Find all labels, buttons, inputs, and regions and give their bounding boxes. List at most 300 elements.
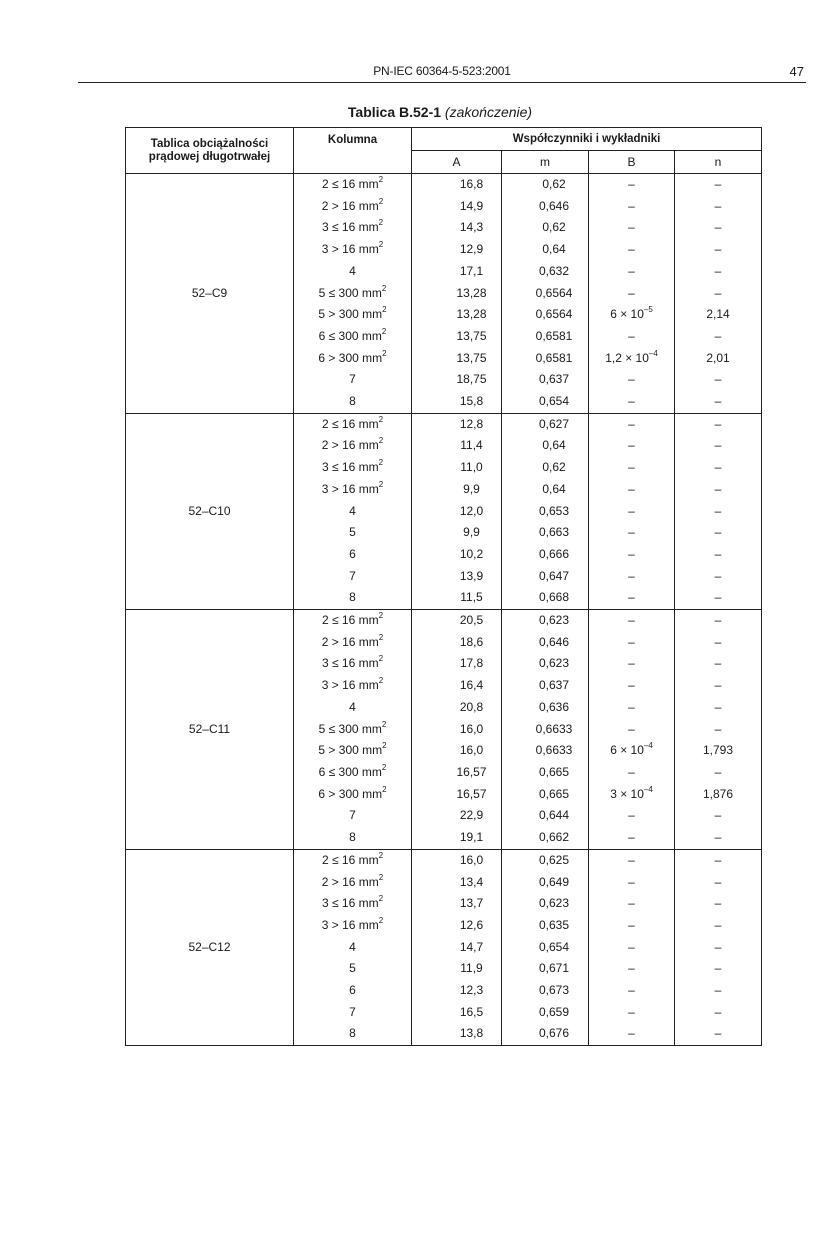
coef-b-cell bbox=[589, 566, 675, 588]
coef-a-value: 16,5 bbox=[459, 1004, 484, 1019]
kolumna-cell bbox=[294, 915, 412, 937]
kolumna-superscript: 2 bbox=[381, 326, 387, 336]
coef-a-cell bbox=[412, 937, 502, 959]
kolumna-cell bbox=[294, 283, 412, 305]
coef-a-value: 18,75 bbox=[456, 372, 487, 387]
coef-m-value: 0,646 bbox=[538, 634, 570, 649]
coef-b-exponent: –4 bbox=[648, 348, 658, 358]
coef-b-value: – bbox=[628, 874, 635, 889]
kolumna-cell bbox=[294, 391, 412, 413]
coef-b-cell bbox=[589, 697, 675, 719]
kolumna-superscript: 2 bbox=[382, 348, 387, 358]
coef-a-cell bbox=[412, 632, 502, 654]
coef-n-cell: – bbox=[675, 697, 762, 719]
kolumna-value: 3 ≤ 16 mm bbox=[321, 656, 379, 671]
coefficients-table bbox=[125, 127, 762, 1046]
coef-a-value: 13,4 bbox=[459, 874, 484, 889]
coef-a-value: 11,4 bbox=[460, 438, 483, 453]
coef-a-cell bbox=[412, 369, 502, 391]
coef-m-value: 0,666 bbox=[538, 546, 570, 561]
coef-a-value: 9,9 bbox=[463, 481, 480, 496]
kolumna-superscript: 2 bbox=[381, 719, 387, 729]
kolumna-superscript: 2 bbox=[378, 632, 384, 642]
kolumna-cell bbox=[294, 413, 412, 435]
kolumna-superscript: 2 bbox=[378, 414, 384, 424]
coef-n-cell: – bbox=[675, 326, 762, 348]
kolumna-value: 2 ≤ 16 mm bbox=[321, 416, 379, 431]
header-table: Tablica obciążalności prądowej długotrwałej bbox=[126, 128, 294, 174]
table-row bbox=[126, 174, 762, 196]
coef-b-value: – bbox=[628, 546, 635, 561]
coef-a-value: 10,2 bbox=[459, 546, 484, 561]
coef-a-value: 13,75 bbox=[456, 328, 487, 343]
kolumna-superscript: 2 bbox=[382, 784, 387, 794]
coef-a-cell bbox=[412, 413, 502, 435]
kolumna-superscript: 2 bbox=[378, 850, 384, 860]
coef-m-value: 0,6581 bbox=[535, 328, 573, 343]
coef-a-cell bbox=[412, 304, 502, 326]
coef-m-value: 0,623 bbox=[538, 896, 570, 911]
coef-a-cell bbox=[412, 915, 502, 937]
kolumna-value: 5 > 300 mm bbox=[318, 307, 383, 322]
coef-n-cell: – bbox=[675, 980, 762, 1002]
kolumna-cell bbox=[294, 784, 412, 806]
kolumna-cell bbox=[294, 827, 412, 849]
coef-a-value: 12,8 bbox=[459, 416, 484, 431]
coef-n-cell: – bbox=[675, 893, 762, 915]
kolumna-superscript: 2 bbox=[378, 218, 384, 228]
coef-a-value: 16,0 bbox=[459, 743, 484, 758]
kolumna-superscript: 2 bbox=[378, 436, 384, 446]
kolumna-value: 3 ≤ 16 mm bbox=[321, 220, 379, 235]
coef-b-value: – bbox=[628, 699, 635, 714]
coef-m-cell bbox=[502, 1002, 589, 1024]
coef-m-value: 0,676 bbox=[538, 1026, 570, 1041]
coef-a-value: 22,9 bbox=[459, 808, 484, 823]
coef-a-cell bbox=[412, 522, 502, 544]
kolumna-value: 6 > 300 mm bbox=[318, 350, 383, 365]
coef-a-cell bbox=[412, 980, 502, 1002]
coef-a-cell bbox=[412, 283, 502, 305]
coef-n-cell: – bbox=[675, 239, 762, 261]
kolumna-value: 6 bbox=[349, 546, 356, 561]
coef-b-cell bbox=[589, 261, 675, 283]
header-coefficients: Współczynniki i wykładniki bbox=[412, 128, 762, 151]
coef-b-value: – bbox=[628, 198, 635, 213]
coef-m-value: 0,637 bbox=[538, 372, 570, 387]
coef-b-value: – bbox=[628, 961, 635, 976]
kolumna-superscript: 2 bbox=[378, 654, 384, 664]
coef-m-cell bbox=[502, 958, 589, 980]
coef-a-value: 11,9 bbox=[460, 961, 483, 976]
coef-m-cell bbox=[502, 413, 589, 435]
coef-a-value: 11,0 bbox=[460, 460, 483, 475]
kolumna-value: 6 ≤ 300 mm bbox=[318, 764, 382, 779]
kolumna-value: 3 > 16 mm bbox=[321, 917, 379, 932]
coef-a-cell bbox=[412, 239, 502, 261]
coef-m-value: 0,62 bbox=[542, 460, 566, 475]
coef-m-value: 0,646 bbox=[538, 198, 570, 213]
coef-b-value: – bbox=[628, 416, 635, 431]
coef-b-value: 6 × 10 bbox=[610, 743, 644, 758]
table-body bbox=[126, 174, 762, 1046]
coef-a-value: 12,3 bbox=[459, 983, 484, 998]
coef-m-value: 0,668 bbox=[538, 590, 570, 605]
kolumna-cell bbox=[294, 566, 412, 588]
coef-n-cell: – bbox=[675, 413, 762, 435]
coef-a-value: 14,3 bbox=[459, 220, 484, 235]
coef-m-value: 0,6633 bbox=[535, 721, 573, 736]
coef-m-cell bbox=[502, 369, 589, 391]
coef-m-value: 0,663 bbox=[538, 525, 570, 540]
kolumna-value: 3 > 16 mm bbox=[321, 481, 379, 496]
coef-m-cell bbox=[502, 653, 589, 675]
coef-m-cell bbox=[502, 326, 589, 348]
coef-b-exponent: –5 bbox=[643, 305, 653, 315]
coef-a-cell bbox=[412, 675, 502, 697]
coef-b-cell bbox=[589, 435, 675, 457]
coef-n-cell: – bbox=[675, 566, 762, 588]
coef-b-value: – bbox=[628, 438, 635, 453]
coef-m-value: 0,623 bbox=[538, 656, 570, 671]
coef-m-value: 0,654 bbox=[538, 394, 570, 409]
coef-m-cell bbox=[502, 522, 589, 544]
coef-b-cell bbox=[589, 915, 675, 937]
coef-n-cell: – bbox=[675, 196, 762, 218]
coef-m-value: 0,671 bbox=[538, 961, 570, 976]
coef-a-cell bbox=[412, 566, 502, 588]
group-label: 52–C12 bbox=[126, 849, 294, 1045]
coef-a-cell bbox=[412, 958, 502, 980]
coef-a-value: 12,9 bbox=[459, 242, 484, 257]
kolumna-superscript: 2 bbox=[381, 762, 387, 772]
coef-a-cell bbox=[412, 348, 502, 370]
kolumna-value: 7 bbox=[349, 372, 356, 387]
kolumna-value: 8 bbox=[349, 590, 356, 605]
coef-b-cell bbox=[589, 784, 675, 806]
coef-m-cell bbox=[502, 479, 589, 501]
coef-b-cell bbox=[589, 632, 675, 654]
coef-m-value: 0,644 bbox=[538, 808, 570, 823]
coef-n-cell: – bbox=[675, 827, 762, 849]
coef-b-value: – bbox=[628, 852, 635, 867]
kolumna-value: 2 > 16 mm bbox=[321, 438, 379, 453]
coef-m-cell bbox=[502, 697, 589, 719]
coef-b-value: – bbox=[628, 525, 635, 540]
kolumna-value: 8 bbox=[349, 1026, 356, 1041]
coef-b-cell bbox=[589, 522, 675, 544]
coef-m-cell bbox=[502, 391, 589, 413]
kolumna-value: 7 bbox=[349, 568, 356, 583]
coef-b-cell bbox=[589, 174, 675, 196]
coef-m-cell bbox=[502, 610, 589, 632]
kolumna-value: 2 > 16 mm bbox=[321, 198, 379, 213]
coef-b-exponent: –4 bbox=[643, 784, 653, 794]
kolumna-value: 2 ≤ 16 mm bbox=[321, 613, 379, 628]
coef-a-cell bbox=[412, 174, 502, 196]
kolumna-value: 3 ≤ 16 mm bbox=[321, 460, 379, 475]
coef-a-cell bbox=[412, 719, 502, 741]
kolumna-cell bbox=[294, 697, 412, 719]
coef-a-value: 20,5 bbox=[459, 613, 484, 628]
coef-b-cell bbox=[589, 348, 675, 370]
coef-a-cell bbox=[412, 893, 502, 915]
coef-b-value: – bbox=[628, 1004, 635, 1019]
coef-b-cell bbox=[589, 937, 675, 959]
coef-a-value: 18,6 bbox=[459, 634, 484, 649]
coef-b-value: 3 × 10 bbox=[610, 786, 644, 801]
coef-m-cell bbox=[502, 827, 589, 849]
coef-b-cell bbox=[589, 872, 675, 894]
coef-b-value: – bbox=[628, 568, 635, 583]
kolumna-superscript: 2 bbox=[382, 305, 387, 315]
kolumna-value: 5 bbox=[349, 961, 356, 976]
coef-n-cell: 1,793 bbox=[675, 740, 762, 762]
coef-b-value: – bbox=[628, 830, 635, 845]
coef-m-value: 0,659 bbox=[538, 1004, 570, 1019]
coef-n-cell: – bbox=[675, 1023, 762, 1045]
coef-n-cell: – bbox=[675, 391, 762, 413]
kolumna-value: 7 bbox=[349, 808, 356, 823]
kolumna-value: 5 ≤ 300 mm bbox=[318, 721, 382, 736]
coef-a-value: 13,75 bbox=[456, 350, 487, 365]
coef-b-cell bbox=[589, 501, 675, 523]
coef-a-cell bbox=[412, 1023, 502, 1045]
coef-a-cell bbox=[412, 827, 502, 849]
standard-id: PN-IEC 60364-5-523:2001 bbox=[373, 64, 511, 78]
coef-b-value: – bbox=[628, 764, 635, 779]
kolumna-value: 6 bbox=[349, 983, 356, 998]
coef-m-cell bbox=[502, 805, 589, 827]
coef-b-value: 6 × 10 bbox=[610, 307, 644, 322]
coef-m-cell bbox=[502, 239, 589, 261]
coef-n-cell: – bbox=[675, 217, 762, 239]
kolumna-value: 2 > 16 mm bbox=[321, 874, 379, 889]
coef-n-cell: – bbox=[675, 369, 762, 391]
coef-a-value: 16,8 bbox=[459, 177, 484, 191]
coef-n-cell: – bbox=[675, 457, 762, 479]
kolumna-cell bbox=[294, 719, 412, 741]
header-kolumna: Kolumna bbox=[294, 128, 412, 174]
kolumna-cell bbox=[294, 762, 412, 784]
coef-b-value: – bbox=[628, 896, 635, 911]
kolumna-cell bbox=[294, 675, 412, 697]
coef-n-cell: – bbox=[675, 915, 762, 937]
kolumna-value: 6 ≤ 300 mm bbox=[318, 328, 382, 343]
coef-b-cell bbox=[589, 675, 675, 697]
kolumna-cell bbox=[294, 1023, 412, 1045]
coef-a-cell bbox=[412, 457, 502, 479]
coef-b-cell bbox=[589, 762, 675, 784]
coef-m-cell bbox=[502, 261, 589, 283]
coef-b-value: – bbox=[628, 939, 635, 954]
coef-b-value: – bbox=[628, 481, 635, 496]
coef-n-cell: – bbox=[675, 544, 762, 566]
coef-m-cell bbox=[502, 304, 589, 326]
kolumna-value: 4 bbox=[349, 503, 356, 518]
coef-a-cell bbox=[412, 196, 502, 218]
page-header bbox=[78, 62, 806, 83]
coef-m-cell bbox=[502, 849, 589, 871]
coef-b-value: – bbox=[628, 656, 635, 671]
coef-a-value: 20,8 bbox=[459, 699, 484, 714]
table-row bbox=[126, 610, 762, 632]
coef-a-value: 13,9 bbox=[459, 568, 484, 583]
coef-m-cell bbox=[502, 501, 589, 523]
coef-a-value: 13,28 bbox=[456, 307, 487, 322]
coef-b-value: – bbox=[628, 590, 635, 605]
kolumna-value: 4 bbox=[349, 939, 356, 954]
coef-m-value: 0,6564 bbox=[535, 307, 573, 322]
coef-a-cell bbox=[412, 762, 502, 784]
coef-m-cell bbox=[502, 675, 589, 697]
coef-m-cell bbox=[502, 915, 589, 937]
coef-a-value: 13,8 bbox=[459, 1026, 484, 1041]
kolumna-cell bbox=[294, 587, 412, 609]
coef-a-cell bbox=[412, 217, 502, 239]
coef-n-cell: – bbox=[675, 501, 762, 523]
kolumna-superscript: 2 bbox=[382, 741, 387, 751]
kolumna-superscript: 2 bbox=[378, 458, 384, 468]
coef-a-value: 14,7 bbox=[459, 939, 484, 954]
coef-n-cell: – bbox=[675, 762, 762, 784]
header-m: m bbox=[502, 151, 589, 174]
coef-a-cell bbox=[412, 326, 502, 348]
coef-m-value: 0,62 bbox=[542, 177, 566, 191]
kolumna-value: 8 bbox=[349, 394, 356, 409]
coef-b-value: 1,2 × 10 bbox=[605, 350, 649, 365]
coef-a-value: 11,5 bbox=[460, 590, 483, 605]
coef-m-cell bbox=[502, 348, 589, 370]
coef-a-value: 14,9 bbox=[459, 198, 484, 213]
coef-b-value: – bbox=[628, 263, 635, 278]
coef-b-cell bbox=[589, 413, 675, 435]
coef-a-value: 16,0 bbox=[459, 852, 484, 867]
coef-b-cell bbox=[589, 326, 675, 348]
coef-m-cell bbox=[502, 719, 589, 741]
coef-b-cell bbox=[589, 827, 675, 849]
kolumna-cell bbox=[294, 805, 412, 827]
table-title-sub: (zakończenie) bbox=[444, 104, 533, 120]
coef-m-value: 0,647 bbox=[538, 568, 570, 583]
kolumna-value: 2 ≤ 16 mm bbox=[321, 852, 379, 867]
coef-n-cell: – bbox=[675, 872, 762, 894]
kolumna-value: 3 > 16 mm bbox=[321, 242, 379, 257]
kolumna-cell bbox=[294, 610, 412, 632]
table-row bbox=[126, 849, 762, 871]
kolumna-cell bbox=[294, 740, 412, 762]
coef-n-cell: – bbox=[675, 653, 762, 675]
coef-b-cell bbox=[589, 610, 675, 632]
coef-n-cell: – bbox=[675, 283, 762, 305]
kolumna-value: 5 bbox=[349, 525, 356, 540]
coef-m-value: 0,625 bbox=[538, 852, 570, 867]
kolumna-value: 7 bbox=[349, 1004, 356, 1019]
coef-n-cell: – bbox=[675, 958, 762, 980]
coef-a-cell bbox=[412, 391, 502, 413]
kolumna-superscript: 2 bbox=[378, 894, 384, 904]
coef-a-cell bbox=[412, 1002, 502, 1024]
coef-m-cell bbox=[502, 872, 589, 894]
kolumna-value: 8 bbox=[349, 830, 356, 845]
kolumna-cell bbox=[294, 239, 412, 261]
coef-m-cell bbox=[502, 457, 589, 479]
kolumna-cell bbox=[294, 632, 412, 654]
coef-b-cell bbox=[589, 239, 675, 261]
kolumna-superscript: 2 bbox=[378, 240, 384, 250]
kolumna-cell bbox=[294, 980, 412, 1002]
coef-m-cell bbox=[502, 1023, 589, 1045]
coef-m-value: 0,636 bbox=[538, 699, 570, 714]
kolumna-superscript: 2 bbox=[378, 915, 384, 925]
coef-b-value: – bbox=[628, 503, 635, 518]
coef-m-value: 0,627 bbox=[538, 416, 570, 431]
coef-m-cell bbox=[502, 217, 589, 239]
kolumna-superscript: 2 bbox=[378, 872, 384, 882]
coef-n-cell: – bbox=[675, 261, 762, 283]
coef-b-value: – bbox=[628, 328, 635, 343]
coef-m-cell bbox=[502, 283, 589, 305]
coef-m-value: 0,654 bbox=[538, 939, 570, 954]
coef-b-cell bbox=[589, 479, 675, 501]
table-title-main: Tablica B.52-1 bbox=[347, 104, 442, 120]
group-label: 52–C10 bbox=[126, 413, 294, 609]
coef-m-cell bbox=[502, 740, 589, 762]
kolumna-cell bbox=[294, 174, 412, 196]
coef-m-value: 0,637 bbox=[538, 678, 570, 693]
coef-a-value: 15,8 bbox=[459, 394, 484, 409]
coef-b-cell bbox=[589, 805, 675, 827]
page-number: 47 bbox=[789, 64, 804, 79]
coef-a-value: 16,4 bbox=[459, 678, 484, 693]
kolumna-value: 4 bbox=[349, 699, 356, 714]
coef-n-cell: – bbox=[675, 805, 762, 827]
kolumna-cell bbox=[294, 261, 412, 283]
coef-a-value: 13,28 bbox=[456, 285, 487, 300]
kolumna-value: 5 ≤ 300 mm bbox=[318, 285, 382, 300]
coef-m-value: 0,62 bbox=[542, 220, 566, 235]
coef-a-value: 9,9 bbox=[463, 525, 480, 540]
coef-m-value: 0,6564 bbox=[535, 285, 573, 300]
coef-b-cell bbox=[589, 980, 675, 1002]
coef-a-cell bbox=[412, 544, 502, 566]
coef-b-cell bbox=[589, 849, 675, 871]
kolumna-cell bbox=[294, 958, 412, 980]
coef-m-cell bbox=[502, 632, 589, 654]
kolumna-cell bbox=[294, 872, 412, 894]
coef-a-value: 12,6 bbox=[459, 917, 484, 932]
kolumna-value: 6 > 300 mm bbox=[318, 786, 383, 801]
kolumna-cell bbox=[294, 348, 412, 370]
coef-a-cell bbox=[412, 587, 502, 609]
coef-a-cell bbox=[412, 435, 502, 457]
coef-a-cell bbox=[412, 740, 502, 762]
kolumna-value: 2 > 16 mm bbox=[321, 634, 379, 649]
coef-a-cell bbox=[412, 501, 502, 523]
coef-b-cell bbox=[589, 217, 675, 239]
coef-a-value: 17,1 bbox=[459, 263, 484, 278]
coef-b-cell bbox=[589, 958, 675, 980]
coef-n-cell: 1,876 bbox=[675, 784, 762, 806]
coef-b-value: – bbox=[628, 983, 635, 998]
coef-m-value: 0,623 bbox=[538, 613, 570, 628]
kolumna-superscript: 2 bbox=[378, 175, 384, 184]
coef-b-value: – bbox=[628, 721, 635, 736]
coef-n-cell: – bbox=[675, 719, 762, 741]
coef-b-value: – bbox=[628, 678, 635, 693]
coef-m-value: 0,64 bbox=[542, 438, 566, 453]
coef-b-value: – bbox=[628, 917, 635, 932]
